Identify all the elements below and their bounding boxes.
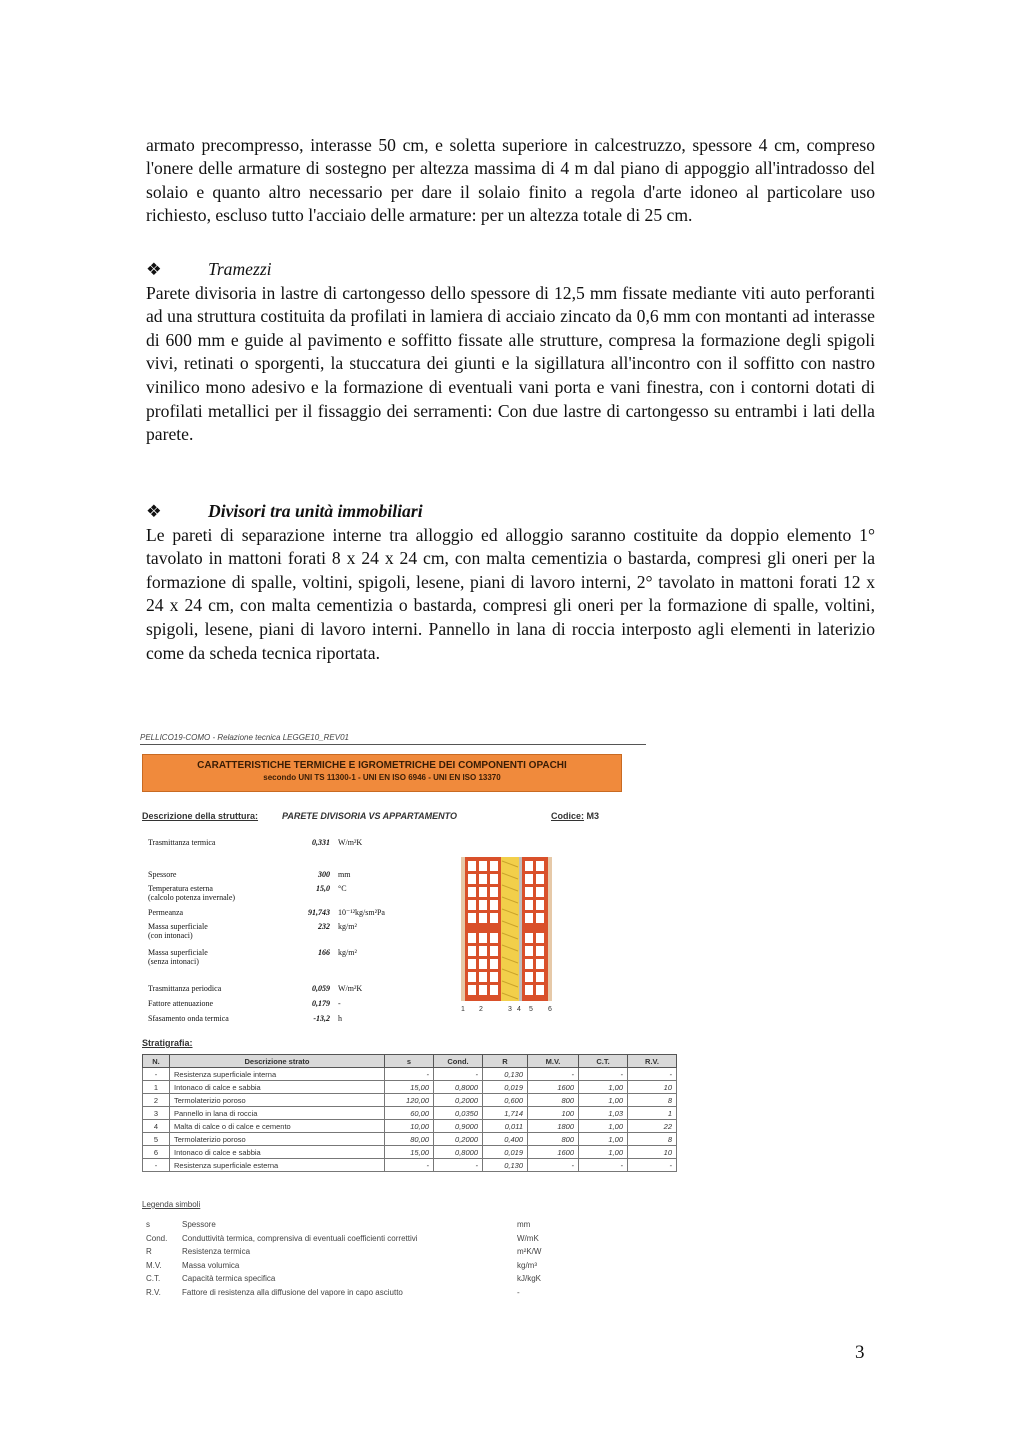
legend-title: Legenda simboli (142, 1200, 201, 1209)
brick-cell (525, 861, 533, 871)
table-cell: 1,03 (579, 1107, 628, 1120)
table-cell: 0,600 (483, 1094, 528, 1107)
brick-cell (536, 972, 544, 982)
stratigraphy-table (142, 1054, 677, 1172)
table-cell: 100 (528, 1107, 579, 1120)
column-header: N. (143, 1055, 170, 1068)
legend-description: Spessore (182, 1220, 216, 1229)
page-number: 3 (855, 1342, 865, 1363)
brick-cell (479, 972, 487, 982)
brick-cell (479, 985, 487, 995)
section-heading (146, 500, 875, 524)
property-value: 166 (318, 948, 330, 957)
property-label: Temperatura esterna (calcolo potenza invernale) (148, 884, 236, 902)
table-cell: Pannello in lana di roccia (170, 1107, 385, 1120)
brick-cell (536, 933, 544, 943)
brick-cell (479, 946, 487, 956)
code-label: Codice: (551, 811, 585, 821)
table-row (143, 1133, 677, 1146)
table-cell: 1,00 (579, 1081, 628, 1094)
table-cell: 1,00 (579, 1146, 628, 1159)
plaster-layer-1 (461, 857, 465, 1001)
table-cell: 1 (143, 1081, 170, 1094)
running-head: PELLICO19-COMO - Relazione tecnica LEGGE10_REV01 (140, 733, 646, 745)
legend-row (146, 1261, 566, 1275)
brick-cell (536, 874, 544, 884)
layer-number: 4 (517, 1006, 521, 1013)
structure-description (140, 811, 652, 825)
table-cell: 15,00 (385, 1081, 434, 1094)
legend-symbol: C.T. (146, 1274, 161, 1283)
brick-cell (536, 913, 544, 923)
brick-cell (479, 887, 487, 897)
column-header: R.V. (628, 1055, 677, 1068)
description-value: PARETE DIVISORIA VS APPARTAMENTO (282, 811, 458, 821)
table-cell: 1 (628, 1107, 677, 1120)
legend-unit: m²K/W (517, 1247, 542, 1256)
brick-cell (525, 900, 533, 910)
property-unit: kg/m² (338, 922, 357, 931)
brick-cell (468, 933, 476, 943)
brick-cell (490, 887, 498, 897)
brick-cell (536, 985, 544, 995)
column-header: Descrizione strato (170, 1055, 385, 1068)
table-cell: Intonaco di calce e sabbia (170, 1081, 385, 1094)
table-cell: 5 (143, 1133, 170, 1146)
table-cell: 10 (628, 1081, 677, 1094)
section-body: Parete divisoria in lastre di cartongesso dello spessore di 12,5 mm fissate mediante viti auto perforanti ad una struttura costituita da profilati in lamiera di acciaio zincato da 0,6 mm con montanti ad interasse di 600 mm e guide al pavimento e soffitto fissate alle strutture, compresa la formazione degli spigoli vivi, retinati o sporgenti, la stuccatura dei giunti e la sigillatura all'incontro con il soffitto con nastro vinilico mono adesivo e la formazione di eventuali vani porta e vani finestra, con i contorni dotati di profilati metallici per il fissaggio dei serramenti: Con due lastre di cartongesso su entrambi i lati della parete. (146, 282, 875, 445)
table-cell: 8 (628, 1133, 677, 1146)
table-cell: - (143, 1068, 170, 1081)
table-cell: 1800 (528, 1120, 579, 1133)
table-cell: Intonaco di calce e sabbia (170, 1146, 385, 1159)
property-value: 0,331 (312, 838, 330, 847)
brick-cell (490, 861, 498, 871)
table-row (143, 1094, 677, 1107)
table-cell: Resistenza superficiale esterna (170, 1159, 385, 1172)
table-cell: Malta di calce o di calce e cemento (170, 1120, 385, 1133)
table-row (143, 1159, 677, 1172)
table-cell: - (434, 1068, 483, 1081)
layer-number: 6 (548, 1006, 552, 1013)
table-cell: - (579, 1068, 628, 1081)
section-tramezzi (146, 258, 875, 447)
table-cell: 10 (628, 1146, 677, 1159)
table-cell: 0,019 (483, 1146, 528, 1159)
table-cell: 60,00 (385, 1107, 434, 1120)
diamond-bullet-icon: ❖ (146, 501, 162, 521)
table-cell: 1,00 (579, 1094, 628, 1107)
brick-cell (468, 959, 476, 969)
layer-number: 2 (479, 1006, 483, 1013)
table-row (143, 1081, 677, 1094)
table-cell: 22 (628, 1120, 677, 1133)
property-value: 0,059 (312, 984, 330, 993)
table-cell: 0,8000 (434, 1146, 483, 1159)
property-unit: W/m²K (338, 838, 363, 847)
property-label: Massa superficiale (senza intonaci) (148, 948, 208, 966)
table-cell: - (434, 1159, 483, 1172)
stratigraphy-title: Stratigrafia: (142, 1038, 193, 1048)
brick-cell (479, 861, 487, 871)
brick-cell (468, 887, 476, 897)
brick-cell (490, 946, 498, 956)
table-cell: - (385, 1068, 434, 1081)
table-cell: 0,011 (483, 1120, 528, 1133)
property-label: Spessore (148, 870, 177, 879)
legend-list (146, 1220, 566, 1301)
property-value: 0,179 (312, 999, 330, 1008)
description-label: Descrizione della struttura: (142, 811, 259, 821)
column-header: Cond. (434, 1055, 483, 1068)
brick-cell (468, 861, 476, 871)
table-cell: - (528, 1068, 579, 1081)
table-cell: - (628, 1159, 677, 1172)
brick-cell (490, 874, 498, 884)
table-cell: 0,400 (483, 1133, 528, 1146)
table-cell: - (579, 1159, 628, 1172)
brick-cell (468, 900, 476, 910)
diamond-bullet-icon: ❖ (146, 259, 162, 279)
table-cell: Termolaterizio poroso (170, 1133, 385, 1146)
property-label: Massa superficiale (con intonaci) (148, 922, 208, 940)
property-value: -13,2 (313, 1014, 330, 1023)
table-cell: - (385, 1159, 434, 1172)
legend-description: Fattore di resistenza alla diffusione del vapore in capo asciutto (182, 1287, 403, 1297)
legend-unit: W/mK (517, 1233, 539, 1243)
legend-description: Conduttività termica, comprensiva di eventuali coefficienti correttivi (182, 1233, 418, 1243)
wall-section-diagram (461, 857, 553, 1013)
property-unit: - (338, 999, 341, 1008)
brick-cell (479, 959, 487, 969)
section-heading (146, 258, 875, 282)
brick-cell (525, 887, 533, 897)
brick-cell (536, 887, 544, 897)
legend-row (146, 1247, 566, 1261)
column-header: M.V. (528, 1055, 579, 1068)
legend-symbol: R.V. (146, 1287, 161, 1297)
table-row (143, 1068, 677, 1081)
structure-code (551, 811, 599, 821)
plaster-layer-6 (548, 857, 552, 1001)
table-row (143, 1146, 677, 1159)
property-unit: h (338, 1014, 342, 1023)
table-cell: 0,019 (483, 1081, 528, 1094)
table-cell: 80,00 (385, 1133, 434, 1146)
intro-paragraph: armato precompresso, interasse 50 cm, e soletta superiore in calcestruzzo, spessore 4 cm, compreso l'onere delle armature di sostegno per altezza massima di 4 m dal piano di appoggio all'intradosso del solaio e quanto altro necessario per dare il solaio finito a regola d'arte idoneo al particolare uso richiesto, escluso tutto l'acciaio delle armature: per un altezza totale di 25 cm. (146, 134, 875, 226)
brick-cell (468, 985, 476, 995)
brick-cell (490, 933, 498, 943)
layer-number: 3 (508, 1006, 512, 1013)
table-cell: 0,9000 (434, 1120, 483, 1133)
column-header: R (483, 1055, 528, 1068)
brick-cell (468, 874, 476, 884)
property-unit: 10⁻¹²kg/sm²Pa (338, 908, 385, 917)
legend-unit: kg/m³ (517, 1260, 537, 1270)
table-row (143, 1120, 677, 1133)
brick-cell (525, 933, 533, 943)
table-cell: 0,8000 (434, 1081, 483, 1094)
brick-cell (479, 874, 487, 884)
layer-number: 1 (461, 1006, 465, 1013)
legend-row (146, 1274, 566, 1288)
property-unit: °C (338, 884, 347, 893)
brick-cell (479, 913, 487, 923)
brick-cell (490, 900, 498, 910)
table-cell: 1,00 (579, 1133, 628, 1146)
table-cell: 800 (528, 1094, 579, 1107)
sheet-banner (142, 754, 622, 792)
heading-text: Divisori tra unità immobiliari (208, 501, 423, 521)
technical-sheet (140, 733, 652, 825)
legend-symbol: M.V. (146, 1260, 162, 1270)
brick-cell (536, 959, 544, 969)
table-cell: - (628, 1068, 677, 1081)
brick-cell (536, 861, 544, 871)
code-value: M3 (586, 811, 600, 821)
section-divisori (146, 500, 875, 665)
column-header: C.T. (579, 1055, 628, 1068)
brick-cell (479, 900, 487, 910)
brick-cell (490, 913, 498, 923)
legend-description: Resistenza termica (182, 1247, 251, 1256)
table-cell: Termolaterizio poroso (170, 1094, 385, 1107)
brick-cell (525, 946, 533, 956)
table-cell: 0,2000 (434, 1094, 483, 1107)
property-unit: mm (338, 870, 351, 879)
table-cell: Resistenza superficiale interna (170, 1068, 385, 1081)
section-body: Le pareti di separazione interne tra alloggio ed alloggio saranno costituite da doppio elemento 1° tavolato in mattoni forati 8 x 24 x 24 cm, con malta cementizia o bastarda, compresi gli oneri per la formazione di spalle, voltini, spigoli, lesene, piani di lavoro interni, 2° tavolato in mattoni forati 12 x 24 x 24 cm, con malta cementizia o bastarda, compresi gli oneri per la formazione di spalle, voltini, spigoli, lesene, piani di lavoro interni. Pannello in lana di roccia interposto agli elementi in laterizio come da scheda tecnica riportata. (146, 524, 875, 663)
table-cell: - (143, 1159, 170, 1172)
property-value: 232 (318, 922, 330, 931)
brick-cell (490, 972, 498, 982)
property-label: Permeanza (148, 908, 184, 917)
table-cell: 10,00 (385, 1120, 434, 1133)
legend-symbol: s (146, 1220, 150, 1229)
brick-cell (536, 900, 544, 910)
table-cell: 120,00 (385, 1094, 434, 1107)
table-cell: 0,130 (483, 1068, 528, 1081)
legend-row (146, 1220, 566, 1234)
table-cell: 0,130 (483, 1159, 528, 1172)
property-label: Trasmittanza termica (148, 838, 216, 847)
table-row (143, 1107, 677, 1120)
brick-cell (490, 985, 498, 995)
table-cell: 3 (143, 1107, 170, 1120)
property-unit: kg/m² (338, 948, 357, 957)
legend-unit: kJ/kgK (517, 1274, 542, 1283)
brick-cell (479, 933, 487, 943)
table-cell: - (528, 1159, 579, 1172)
brick-cell (536, 946, 544, 956)
table-cell: 2 (143, 1094, 170, 1107)
property-value: 300 (318, 870, 330, 879)
mortar-layer-4 (519, 857, 522, 1001)
legend-symbol: Cond. (146, 1233, 168, 1243)
legend-row (146, 1234, 566, 1248)
banner-title: CARATTERISTICHE TERMICHE E IGROMETRICHE DEI COMPONENTI OPACHI (197, 760, 567, 771)
table-cell: 1,714 (483, 1107, 528, 1120)
property-label: Sfasamento onda termica (148, 1014, 229, 1023)
table-cell: 1,00 (579, 1120, 628, 1133)
brick-cell (525, 959, 533, 969)
legend-description: Capacità termica specifica (182, 1274, 276, 1283)
table-cell: 0,2000 (434, 1133, 483, 1146)
property-unit: W/m²K (338, 984, 363, 993)
brick-cell (468, 946, 476, 956)
legend-row (146, 1288, 566, 1302)
brick-cell (525, 874, 533, 884)
layer-number: 5 (529, 1006, 533, 1013)
table-cell: 800 (528, 1133, 579, 1146)
brick-cell (525, 972, 533, 982)
legend-symbol: R (146, 1247, 152, 1256)
table-cell: 1600 (528, 1146, 579, 1159)
brick-cell (525, 913, 533, 923)
property-value: 15,0 (316, 884, 330, 893)
table-cell: 6 (143, 1146, 170, 1159)
brick-cell (468, 913, 476, 923)
property-label: Trasmittanza periodica (148, 984, 222, 993)
table-cell: 8 (628, 1094, 677, 1107)
property-value: 91,743 (308, 908, 330, 917)
legend-unit: mm (517, 1220, 531, 1229)
legend-description: Massa volumica (182, 1260, 240, 1270)
table-cell: 1600 (528, 1081, 579, 1094)
column-header: s (385, 1055, 434, 1068)
heading-text: Tramezzi (208, 259, 272, 279)
brick-cell (468, 972, 476, 982)
brick-cell (525, 985, 533, 995)
property-label: Fattore attenuazione (148, 999, 214, 1008)
banner-subtitle: secondo UNI TS 11300-1 - UNI EN ISO 6946 - UNI EN ISO 13370 (263, 773, 501, 782)
legend-unit: - (517, 1287, 520, 1297)
table-cell: 4 (143, 1120, 170, 1133)
brick-cell (490, 959, 498, 969)
table-cell: 15,00 (385, 1146, 434, 1159)
table-cell: 0,0350 (434, 1107, 483, 1120)
